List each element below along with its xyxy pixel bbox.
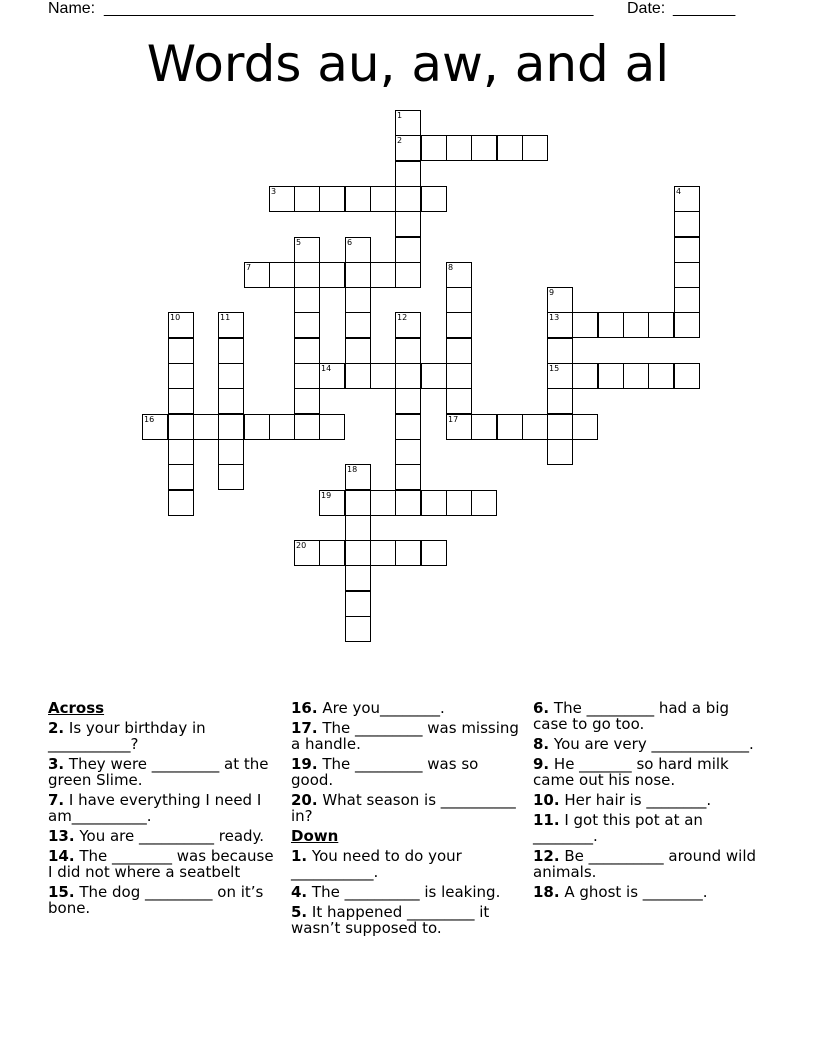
grid-cell[interactable] <box>547 338 573 364</box>
clue-number: 19. <box>291 755 318 773</box>
grid-cell[interactable] <box>294 363 320 389</box>
grid-cell[interactable] <box>269 414 295 440</box>
grid-cell[interactable] <box>547 414 573 440</box>
down-clue <box>533 792 763 808</box>
down-clue <box>533 812 763 844</box>
grid-cell[interactable] <box>218 439 244 465</box>
clue-number: 20. <box>291 791 318 809</box>
clue-number: 12 <box>397 313 408 322</box>
grid-cell[interactable] <box>294 414 320 440</box>
clue-number: 7 <box>246 263 252 272</box>
grid-cell[interactable] <box>674 262 700 288</box>
clue-number: 10 <box>170 313 181 322</box>
grid-cell[interactable] <box>623 312 649 338</box>
clue-number: 9. <box>533 755 550 773</box>
clue-text: Is your birthday in ___________? <box>48 719 206 753</box>
clue-number: 13. <box>48 827 75 845</box>
grid-cell[interactable] <box>395 211 421 237</box>
grid-cell[interactable] <box>370 186 396 212</box>
across-clue <box>48 848 278 880</box>
grid-cell[interactable] <box>674 312 700 338</box>
down-clue <box>291 848 521 880</box>
grid-cell[interactable] <box>370 540 396 566</box>
grid-cell[interactable] <box>395 338 421 364</box>
clue-number: 18. <box>533 883 560 901</box>
grid-cell[interactable] <box>395 464 421 490</box>
grid-cell[interactable] <box>168 338 194 364</box>
grid-cell[interactable] <box>395 439 421 465</box>
grid-cell[interactable] <box>345 515 371 541</box>
grid-cell[interactable] <box>294 338 320 364</box>
grid-cell[interactable] <box>345 591 371 617</box>
grid-cell[interactable] <box>395 135 421 161</box>
down-clue <box>291 884 521 900</box>
grid-cell[interactable] <box>421 540 447 566</box>
clue-number: 17 <box>448 415 459 424</box>
grid-cell[interactable] <box>572 312 598 338</box>
grid-cell[interactable] <box>648 312 674 338</box>
grid-cell[interactable] <box>547 388 573 414</box>
clue-text: Be __________ around wild animals. <box>533 847 757 881</box>
grid-cell[interactable] <box>345 363 371 389</box>
clue-number: 20 <box>296 541 307 550</box>
clue-number: 4. <box>291 883 308 901</box>
grid-cell[interactable] <box>547 312 573 338</box>
grid-cell[interactable] <box>345 464 371 490</box>
grid-cell[interactable] <box>471 414 497 440</box>
down-clue <box>533 756 763 788</box>
grid-cell[interactable] <box>395 312 421 338</box>
grid-cell[interactable] <box>345 262 371 288</box>
clue-number: 12. <box>533 847 560 865</box>
grid-cell[interactable] <box>446 363 472 389</box>
grid-cell[interactable] <box>345 237 371 263</box>
grid-cell[interactable] <box>218 312 244 338</box>
grid-cell[interactable] <box>395 363 421 389</box>
grid-cell[interactable] <box>294 388 320 414</box>
grid-cell[interactable] <box>168 414 194 440</box>
grid-cell[interactable] <box>168 464 194 490</box>
grid-cell[interactable] <box>319 262 345 288</box>
across-clue <box>48 756 278 788</box>
grid-cell[interactable] <box>547 363 573 389</box>
clues-column-1 <box>48 700 278 920</box>
name-line[interactable]: _______________________________________________________ <box>104 0 594 17</box>
grid-cell[interactable] <box>674 363 700 389</box>
grid-cell[interactable] <box>648 363 674 389</box>
clue-number: 16. <box>291 699 318 717</box>
clue-text: He _______ so hard milk came out his nose. <box>533 755 729 789</box>
grid-cell[interactable] <box>168 388 194 414</box>
down-clue <box>533 700 763 732</box>
grid-cell[interactable] <box>395 110 421 136</box>
grid-cell[interactable] <box>395 237 421 263</box>
grid-cell[interactable] <box>674 211 700 237</box>
down-clue <box>291 904 521 936</box>
clue-number: 14. <box>48 847 75 865</box>
clue-number: 14 <box>321 364 332 373</box>
down-clue <box>533 736 763 752</box>
clue-number: 11. <box>533 811 560 829</box>
grid-cell[interactable] <box>345 186 371 212</box>
clue-text: Are you________. <box>317 699 445 717</box>
grid-cell[interactable] <box>547 439 573 465</box>
grid-cell[interactable] <box>446 414 472 440</box>
clue-number: 13 <box>549 313 560 322</box>
clue-number: 5 <box>296 238 302 247</box>
grid-cell[interactable] <box>294 237 320 263</box>
clue-text: The _________ was so good. <box>291 755 479 789</box>
date-line[interactable]: _______ <box>673 0 736 17</box>
clue-number: 2 <box>397 136 403 145</box>
across-clue <box>48 720 278 752</box>
grid-cell[interactable] <box>319 186 345 212</box>
clue-number: 16 <box>144 415 155 424</box>
clue-text: What season is __________ in? <box>291 791 516 825</box>
grid-cell[interactable] <box>218 388 244 414</box>
clue-number: 7. <box>48 791 65 809</box>
clue-number: 6. <box>533 699 550 717</box>
clue-text: A ghost is ________. <box>559 883 708 901</box>
grid-cell[interactable] <box>218 464 244 490</box>
grid-cell[interactable] <box>446 262 472 288</box>
grid-cell[interactable] <box>674 237 700 263</box>
grid-cell[interactable] <box>395 414 421 440</box>
grid-cell[interactable] <box>421 363 447 389</box>
grid-cell[interactable] <box>168 439 194 465</box>
page-title: Words au, aw, and al <box>146 35 670 93</box>
grid-cell[interactable] <box>421 135 447 161</box>
grid-cell[interactable] <box>547 287 573 313</box>
grid-cell[interactable] <box>345 616 371 642</box>
down-clue <box>533 848 763 880</box>
across-heading: Across <box>48 699 105 717</box>
grid-cell[interactable] <box>168 312 194 338</box>
grid-cell[interactable] <box>345 540 371 566</box>
grid-cell[interactable] <box>345 338 371 364</box>
grid-cell[interactable] <box>446 135 472 161</box>
grid-cell[interactable] <box>421 186 447 212</box>
grid-cell[interactable] <box>623 363 649 389</box>
clue-text: The ________ was because I did not where a seatbelt <box>48 847 274 881</box>
grid-cell[interactable] <box>218 414 244 440</box>
grid-cell[interactable] <box>446 338 472 364</box>
grid-cell[interactable] <box>319 540 345 566</box>
across-clue <box>291 756 521 788</box>
clue-number: 3 <box>271 187 277 196</box>
clue-number: 19 <box>321 491 332 500</box>
grid-cell[interactable] <box>294 262 320 288</box>
across-clue <box>48 792 278 824</box>
grid-cell[interactable] <box>345 287 371 313</box>
grid-cell[interactable] <box>471 135 497 161</box>
grid-cell[interactable] <box>674 287 700 313</box>
clue-number: 10. <box>533 791 560 809</box>
down-heading: Down <box>291 827 339 845</box>
grid-cell[interactable] <box>345 490 371 516</box>
grid-cell[interactable] <box>294 186 320 212</box>
grid-cell[interactable] <box>446 287 472 313</box>
date-label: Date: <box>627 0 666 17</box>
across-clue <box>291 792 521 824</box>
grid-cell[interactable] <box>269 186 295 212</box>
clues-column-2 <box>291 700 521 940</box>
grid-cell[interactable] <box>294 287 320 313</box>
across-clue <box>291 720 521 752</box>
grid-cell[interactable] <box>497 135 523 161</box>
down-clue <box>533 884 763 900</box>
grid-cell[interactable] <box>193 414 219 440</box>
clue-number: 3. <box>48 755 65 773</box>
grid-cell[interactable] <box>319 414 345 440</box>
across-clue <box>48 828 278 844</box>
clue-text: You are very _____________. <box>549 735 754 753</box>
grid-cell[interactable] <box>572 363 598 389</box>
clue-text: The __________ is leaking. <box>307 883 501 901</box>
grid-cell[interactable] <box>345 312 371 338</box>
clue-number: 11 <box>220 313 231 322</box>
grid-cell[interactable] <box>395 186 421 212</box>
grid-cell[interactable] <box>471 490 497 516</box>
grid-cell[interactable] <box>319 363 345 389</box>
grid-cell[interactable] <box>598 363 624 389</box>
grid-cell[interactable] <box>269 262 295 288</box>
grid-cell[interactable] <box>370 363 396 389</box>
clue-number: 17. <box>291 719 318 737</box>
grid-cell[interactable] <box>572 414 598 440</box>
grid-cell[interactable] <box>218 363 244 389</box>
grid-cell[interactable] <box>370 490 396 516</box>
grid-cell[interactable] <box>446 388 472 414</box>
grid-cell[interactable] <box>218 338 244 364</box>
clue-number: 4 <box>676 187 682 196</box>
grid-cell[interactable] <box>294 540 320 566</box>
grid-cell[interactable] <box>168 490 194 516</box>
grid-cell[interactable] <box>497 414 523 440</box>
clue-text: You are __________ ready. <box>74 827 265 845</box>
clue-number: 6 <box>347 238 353 247</box>
clue-number: 15 <box>549 364 560 373</box>
clue-text: I have everything I need I am__________. <box>48 791 262 825</box>
clues-column-3 <box>533 700 763 904</box>
name-label: Name: <box>48 0 96 17</box>
clue-text: The _________ was missing a handle. <box>291 719 519 753</box>
clue-number: 5. <box>291 903 308 921</box>
clue-text: Her hair is ________. <box>559 791 712 809</box>
clue-number: 2. <box>48 719 65 737</box>
across-clue <box>48 884 278 916</box>
grid-cell[interactable] <box>294 312 320 338</box>
grid-cell[interactable] <box>598 312 624 338</box>
grid-cell[interactable] <box>395 262 421 288</box>
grid-cell[interactable] <box>319 490 345 516</box>
clue-number: 8 <box>448 263 454 272</box>
grid-cell[interactable] <box>244 414 270 440</box>
clue-text: They were _________ at the green Slime. <box>48 755 269 789</box>
grid-cell[interactable] <box>446 312 472 338</box>
clue-text: You need to do your ___________. <box>291 847 462 881</box>
grid-cell[interactable] <box>674 186 700 212</box>
grid-cell[interactable] <box>421 490 447 516</box>
grid-cell[interactable] <box>345 565 371 591</box>
grid-cell[interactable] <box>168 363 194 389</box>
grid-cell[interactable] <box>395 161 421 187</box>
grid-cell[interactable] <box>395 540 421 566</box>
grid-cell[interactable] <box>446 490 472 516</box>
grid-cell[interactable] <box>395 388 421 414</box>
clue-text: It happened _________ it wasn’t supposed to. <box>291 903 490 937</box>
clue-text: The dog _________ on it’s bone. <box>48 883 264 917</box>
grid-cell[interactable] <box>522 414 548 440</box>
across-clue <box>291 700 521 716</box>
grid-cell[interactable] <box>142 414 168 440</box>
grid-cell[interactable] <box>395 490 421 516</box>
clue-text: I got this pot at an ________. <box>533 811 703 845</box>
grid-cell[interactable] <box>370 262 396 288</box>
grid-cell[interactable] <box>522 135 548 161</box>
clue-number: 18 <box>347 465 358 474</box>
grid-cell[interactable] <box>244 262 270 288</box>
clue-number: 8. <box>533 735 550 753</box>
clue-number: 9 <box>549 288 555 297</box>
clue-number: 1. <box>291 847 308 865</box>
clue-text: The _________ had a big case to go too. <box>533 699 730 733</box>
clue-number: 15. <box>48 883 75 901</box>
clue-number: 1 <box>397 111 403 120</box>
